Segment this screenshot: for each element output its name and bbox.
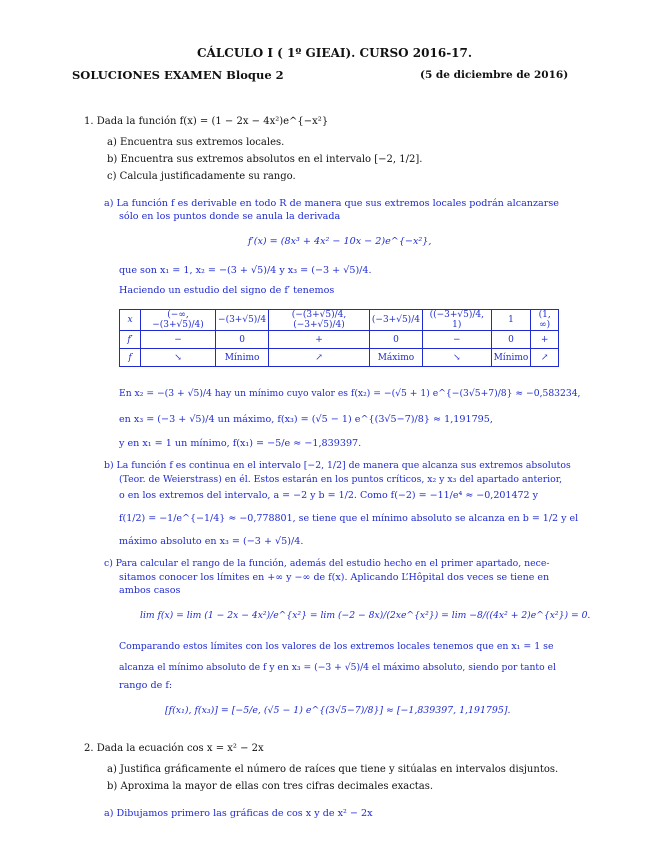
sol-b-line4: f(1/2) = −1/e^{−1/4} ≈ −0,778801, se tiene que el mínimo absoluto se alcanza en b = 1/2 y el [119, 513, 579, 524]
table-cell: Mínimo [491, 349, 531, 367]
table-row-f [120, 349, 559, 367]
table-cell: ↗ [269, 349, 370, 367]
exam-date: (5 de diciembre de 2016) [420, 69, 569, 81]
table-cell: f′ [120, 331, 141, 349]
exam-title: SOLUCIONES EXAMEN Bloque 2 [72, 68, 284, 82]
problem2-item-b: b) Aproxima la mayor de ellas con tres cifras decimales exactas. [107, 781, 434, 792]
sign-study-intro: Haciendo un estudio del signo de f′ tenemos [119, 285, 335, 296]
table-cell: Máximo [369, 349, 422, 367]
problem1-item-c: c) Calcula justificadamente su rango. [107, 171, 296, 182]
problem1-statement: 1. Dada la función f(x) = (1 − 2x − 4x²)e^{−x²} [84, 116, 329, 127]
problem2-item-a: a) Justifica gráficamente el número de raíces que tiene y sitúalas en intervalos disjuntos. [107, 764, 559, 775]
sol-c-line1: c) Para calcular el rango de la función, además del estudio hecho en el primer apartado, nece- [104, 558, 550, 569]
limit-formula: lim f(x) = lim (1 − 2x − 4x²)/e^{x²} = lim (−2 − 8x)/(2xe^{x²}) = lim −8/((4x² + 2)e^{x²}) = 0. [140, 610, 591, 621]
sol-c-line5: alcanza el mínimo absoluto de f y en x₃ = (−3 + √5)/4 el máximo absoluto, siendo por tanto el [119, 662, 556, 673]
table-row-x [120, 310, 559, 331]
table-cell: (1, ∞) [531, 310, 559, 331]
table-cell: ↘ [422, 349, 491, 367]
sol-c-line6: rango de f: [119, 680, 173, 691]
sol-c-line3: ambos casos [119, 585, 181, 596]
local-max-x3: en x₃ = (−3 + √5)/4 un máximo, f(x₃) = (√5 − 1) e^{(3√5−7)/8} ≈ 1,191795, [119, 414, 493, 425]
table-cell: + [531, 331, 559, 349]
table-cell: 0 [369, 331, 422, 349]
sol-b-line2: (Teor. de Weierstrass) en él. Estos estarán en los puntos críticos, x₂ y x₃ del apartado anterior, [119, 474, 563, 485]
problem1-item-a: a) Encuentra sus extremos locales. [107, 137, 285, 148]
sol-c-line4: Comparando estos límites con los valores de los extremos locales tenemos que en x₁ = 1 se [119, 641, 554, 652]
table-cell: + [269, 331, 370, 349]
sol-a-line1: a) La función f es derivable en todo R de manera que sus extremos locales podrán alcanzarse [104, 198, 559, 209]
table-cell: − [422, 331, 491, 349]
derivative-formula: f′(x) = (8x³ + 4x² − 10x − 2)e^{−x²}, [248, 236, 432, 247]
table-cell: (−∞, −(3+√5)/4) [141, 310, 216, 331]
table-cell: (−(3+√5)/4, (−3+√5)/4) [269, 310, 370, 331]
table-cell: 0 [491, 331, 531, 349]
sol-b-line1: b) La función f es continua en el intervalo [−2, 1/2] de manera que alcanza sus extremos absolutos [104, 460, 571, 471]
table-cell: ↘ [141, 349, 216, 367]
table-cell: ↗ [531, 349, 559, 367]
sol-c-line2: sitamos conocer los límites en +∞ y −∞ de f(x). Aplicando L’Hôpital dos veces se tiene en [119, 572, 550, 583]
problem2-sol-a: a) Dibujamos primero las gráficas de cos x y de x² − 2x [104, 808, 373, 819]
table-row-fprime [120, 331, 559, 349]
critical-points: que son x₁ = 1, x₂ = −(3 + √5)/4 y x₃ = (−3 + √5)/4. [119, 265, 372, 276]
table-cell: − [141, 331, 216, 349]
sol-a-line2: sólo en los puntos donde se anula la derivada [119, 211, 341, 222]
table-cell: 1 [491, 310, 531, 331]
table-cell: ((−3+√5)/4, 1) [422, 310, 491, 331]
local-min-x2: En x₂ = −(3 + √5)/4 hay un mínimo cuyo valor es f(x₂) = −(√5 + 1) e^{−(3√5+7)/8} ≈ −0,583234, [119, 388, 581, 399]
range-formula: [f(x₁), f(x₃)] = [−5/e, (√5 − 1) e^{(3√5−7)/8}] ≈ [−1,839397, 1,191795]. [165, 705, 511, 716]
local-min-x1: y en x₁ = 1 un mínimo, f(x₁) = −5/e ≈ −1,839397. [119, 438, 362, 449]
problem2-statement: 2. Dada la ecuación cos x = x² − 2x [84, 743, 264, 754]
sign-table [119, 309, 559, 367]
sol-b-line3: o en los extremos del intervalo, a = −2 y b = 1/2. Como f(−2) = −11/e⁴ ≈ −0,201472 y [119, 490, 538, 501]
problem1-item-b: b) Encuentra sus extremos absolutos en el intervalo [−2, 1/2]. [107, 154, 423, 165]
table-cell: (−3+√5)/4 [369, 310, 422, 331]
table-cell: f [120, 349, 141, 367]
table-cell: −(3+√5)/4 [216, 310, 269, 331]
table-cell: x [120, 310, 141, 331]
sol-b-line5: máximo absoluto en x₃ = (−3 + √5)/4. [119, 536, 304, 547]
table-cell: 0 [216, 331, 269, 349]
course-title: CÁLCULO I ( 1º GIEAI). CURSO 2016-17. [197, 46, 473, 60]
table-cell: Mínimo [216, 349, 269, 367]
